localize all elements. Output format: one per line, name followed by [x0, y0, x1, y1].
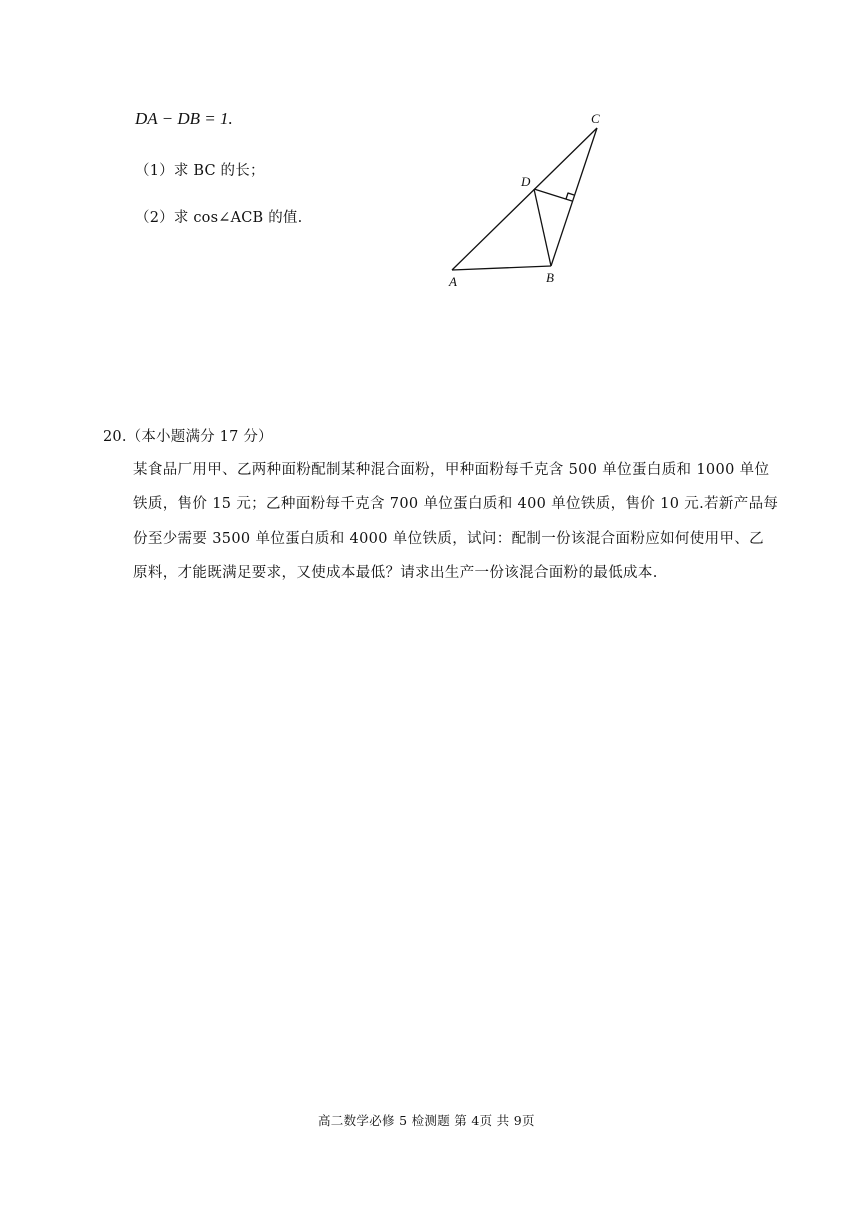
condition-equation: DA − DB = 1. [135, 109, 233, 128]
triangle-figure [0, 0, 860, 320]
page-footer: 高二数学必修 5 检测题 第 4页 共 9页 [318, 1113, 535, 1128]
question-20-header: 20.（本小题满分 17 分） [103, 429, 273, 445]
segment-ac [452, 128, 597, 270]
segment-ab [452, 266, 551, 270]
label-a: A [449, 274, 457, 289]
label-c: C [591, 111, 600, 126]
question-20-line-1: 某食品厂用甲、乙两种面粉配制某种混合面粉，甲种面粉每千克含 500 单位蛋白质和 1000 单位 [133, 462, 770, 478]
question-20-line-3: 份至少需要 3500 单位蛋白质和 4000 单位铁质，试问：配制一份该混合面粉应如何使用甲、乙 [133, 531, 765, 547]
label-b: B [546, 270, 554, 285]
part-2-question: （2）求 cos∠ACB 的值. [135, 210, 303, 226]
segment-d-foot [534, 189, 572, 201]
part-1-question: （1）求 BC 的长； [135, 163, 265, 179]
question-20-line-4: 原料，才能既满足要求，又使成本最低？请求出生产一份该混合面粉的最低成本. [133, 565, 658, 581]
right-angle-mark [566, 193, 574, 199]
segment-db [534, 189, 551, 266]
label-d: D [521, 174, 531, 189]
question-20-line-2: 铁质，售价 15 元；乙种面粉每千克含 700 单位蛋白质和 400 单位铁质，售价 10 元.若新产品每 [133, 496, 779, 512]
